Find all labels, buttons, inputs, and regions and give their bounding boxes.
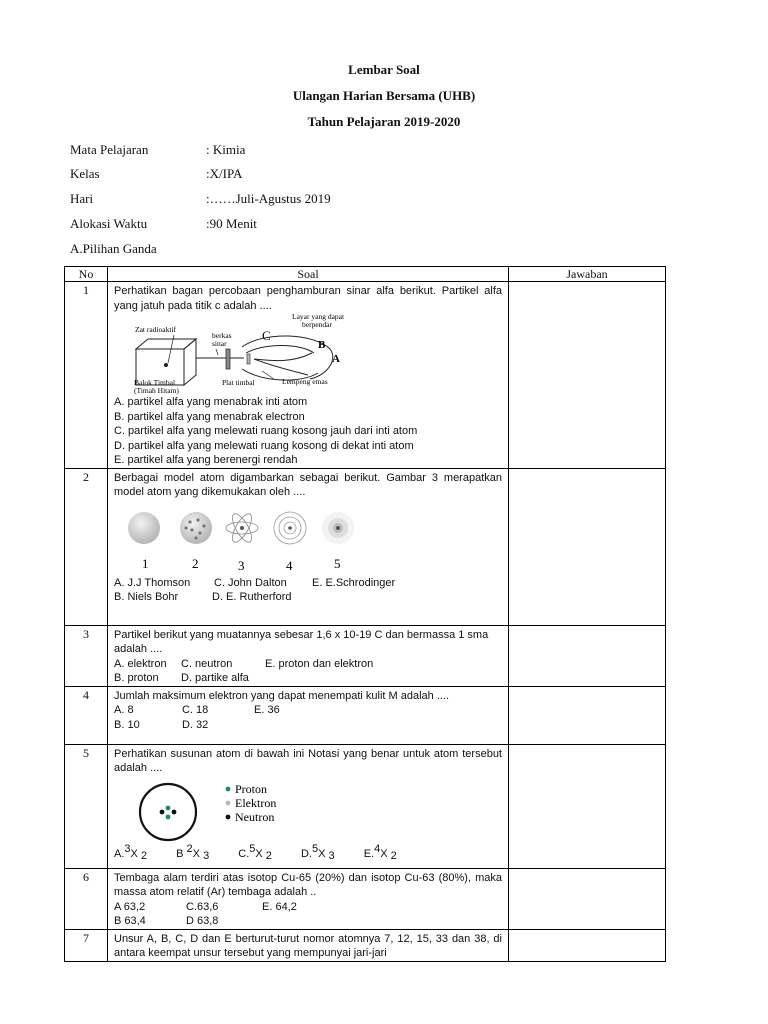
question-body [108,686,509,744]
rutherford-model [226,511,258,545]
question-body [108,282,509,469]
thomson-model [180,512,212,544]
option-d: D 63,8 [186,915,219,927]
table-header-row [65,267,666,282]
option-a: A.$^3$X $_2$ [114,842,148,862]
option-b: B 63,4 [114,915,146,927]
answer-cell[interactable] [509,929,666,961]
label-berkas: berkas [212,331,232,340]
label-berpendar: berpendar [302,320,332,329]
legend-proton-dot [226,786,231,791]
legend-proton: Proton [235,781,268,796]
electron-shell [140,784,196,840]
school-year: Tahun Pelajaran 2019-2020 [307,114,461,129]
option-e: E. partikel alfa yang berenergi rendah [114,454,298,466]
bohr-model [274,512,306,544]
meta-label-day: Hari [70,191,94,206]
proton-dot [166,814,171,819]
legend-elektron-dot [226,800,231,805]
option-d: D. E. Rutherford [212,591,292,603]
option-b: B. partikel alfa yang menabrak electron [114,410,305,423]
question-body [108,868,509,929]
option-a: A. 8 [114,704,134,716]
question-row-7 [65,929,666,961]
answer-cell[interactable] [509,625,666,686]
option-c: C. neutron [181,657,233,670]
alpha-scattering-diagram [114,313,364,395]
question-text: Perhatikan susunan atom di bawah ini Notasi yang benar untuk atom tersebut adalah .... [114,747,502,774]
option-d: D.$^5$X $_3$ [300,842,335,862]
option-d: D. partikel alfa yang melewati ruang kosong di dekat inti atom [114,439,414,452]
header-no: No [65,267,108,282]
question-number: 7 [65,929,108,961]
questions-table [64,266,666,962]
label-zat-radioaktif: Zat radioaktif [135,325,177,334]
neutron-dot [172,809,177,814]
model-number-3: 3 [238,557,245,573]
options-line-2 [114,590,502,605]
gold-foil [247,354,250,364]
meta-value-day: :……Juli-Agustus 2019 [206,191,331,206]
proton-dot [166,805,171,810]
label-point-a: A [332,353,340,365]
option-b: B. 10 [114,718,140,731]
options-line-2 [114,914,502,929]
meta-value-class: :X/IPA [206,166,243,181]
label-layar: Layar yang dapat [292,313,345,321]
document-title: Lembar Soal [348,62,420,77]
question-body [108,744,509,868]
neutron-dot [160,809,165,814]
model-number-5: 5 [334,555,341,571]
option-a: A. elektron [114,657,167,670]
option-e: E. proton dan elektron [265,657,374,670]
model-number-1: 1 [142,555,149,571]
label-point-c: C [262,328,271,343]
answer-cell[interactable] [509,468,666,625]
dalton-model [128,512,160,544]
question-number: 3 [65,625,108,686]
option-b: B. Niels Bohr [114,591,179,603]
option-c: C. John Dalton [214,576,287,589]
question-number: 2 [65,468,108,625]
option-c: C. partikel alfa yang melewati ruang kosong jauh dari inti atom [114,425,418,437]
question-number: 5 [65,744,108,868]
header-jawaban: Jawaban [509,267,666,282]
options-line-1 [114,576,502,591]
section-heading: A.Pilihan Ganda [70,241,157,256]
option-c: C.63,6 [186,900,219,913]
legend-neutron: Neutron [235,809,275,824]
document-subtitle: Ulangan Harian Bersama (UHB) [292,88,476,103]
answer-cell[interactable] [509,282,666,469]
question-text: Partikel berikut yang muatannya sebesar 1,6 x 10-19 C dan bermassa 1 sma adalah .... [114,628,489,655]
question-number: 6 [65,868,108,929]
option-d: D. partike alfa [181,672,249,684]
header-soal: Soal [108,267,509,282]
options-line-2 [114,718,502,733]
label-plat-timbal: Plat timbal [222,378,255,387]
question-number: 4 [65,686,108,744]
label-timah-hitam: (Timah Hitam) [134,386,179,395]
atom-structure-figure [114,776,324,842]
question-row-1 [65,282,666,469]
model-number-2: 2 [192,555,199,571]
option-e: E. 64,2 [262,900,297,913]
label-balok-timbal: Balok Timbal [134,378,176,387]
meta-label-class: Kelas [70,166,100,181]
label-point-b: B [318,339,326,351]
meta-value-subject: : Kimia [206,142,246,157]
option-d: D. 32 [182,718,209,731]
options-line-1 [114,703,502,718]
model-number-4: 4 [286,557,293,573]
options-line-2 [114,671,502,686]
label-lempeng-emas: Lempeng emas [282,377,328,386]
question-text: Perhatikan bagan percobaan penghamburan sinar alfa berikut. Partikel alfa yang jatuh pada titik c adalah .... [114,285,502,312]
options-line-1 [114,657,502,672]
question-text: Tembaga alam terdiri atas isotop Cu-65 (20%) dan isotop Cu-63 (80%), maka massa atom relatif (Ar) tembaga adalah .. [114,871,502,898]
question-number: 1 [65,282,108,469]
lead-plate [226,349,230,369]
option-b: B $^2$X $_3$ [176,842,210,862]
quantum-model [322,512,354,544]
question-body [108,468,509,625]
question-body [108,929,509,961]
option-e: E. 36 [254,704,280,716]
question-body [108,625,509,686]
option-c: C. 18 [182,704,209,716]
answer-cell[interactable] [509,868,666,929]
question-text: Berbagai model atom digambarkan sebagai berikut. Gambar 3 merapatkan model atom yang dikemukakan oleh .... [114,471,502,498]
option-a: A. J.J Thomson [114,576,191,589]
option-e: E. E.Schrodinger [312,576,396,589]
option-e: E.$^4$X $_2$ [363,842,397,862]
option-a: A. partikel alfa yang menabrak inti atom [114,396,308,408]
answer-cell[interactable] [509,686,666,744]
meta-value-duration: :90 Menit [206,216,257,231]
question-row-2 [65,468,666,625]
meta-label-duration: Alokasi Waktu [70,216,148,231]
options-line-1 [114,900,502,915]
legend-neutron-dot [226,814,231,819]
question-row-3 [65,625,666,686]
option-b: B. proton [114,672,159,684]
question-row-4 [65,686,666,744]
answer-cell[interactable] [509,744,666,868]
atom-models-figure [114,500,384,576]
label-sinar: sinar [212,339,227,348]
question-text: Unsur A, B, C, D dan E berturut-turut nomor atomnya 7, 12, 15, 33 dan 38, di antara keempat unsur tersebut yang mempunyai jari-jari [114,932,502,959]
notation-options [114,842,502,864]
question-row-5 [65,744,666,868]
legend-elektron: Elektron [235,795,277,810]
option-c: C.$^5$X $_2$ [238,842,272,862]
question-text: Jumlah maksimum elektron yang dapat menempati kulit M adalah .... [114,689,450,702]
meta-label-subject: Mata Pelajaran [70,142,149,157]
question-row-6 [65,868,666,929]
radioactive-source [164,363,168,367]
option-a: A 63,2 [114,900,146,913]
